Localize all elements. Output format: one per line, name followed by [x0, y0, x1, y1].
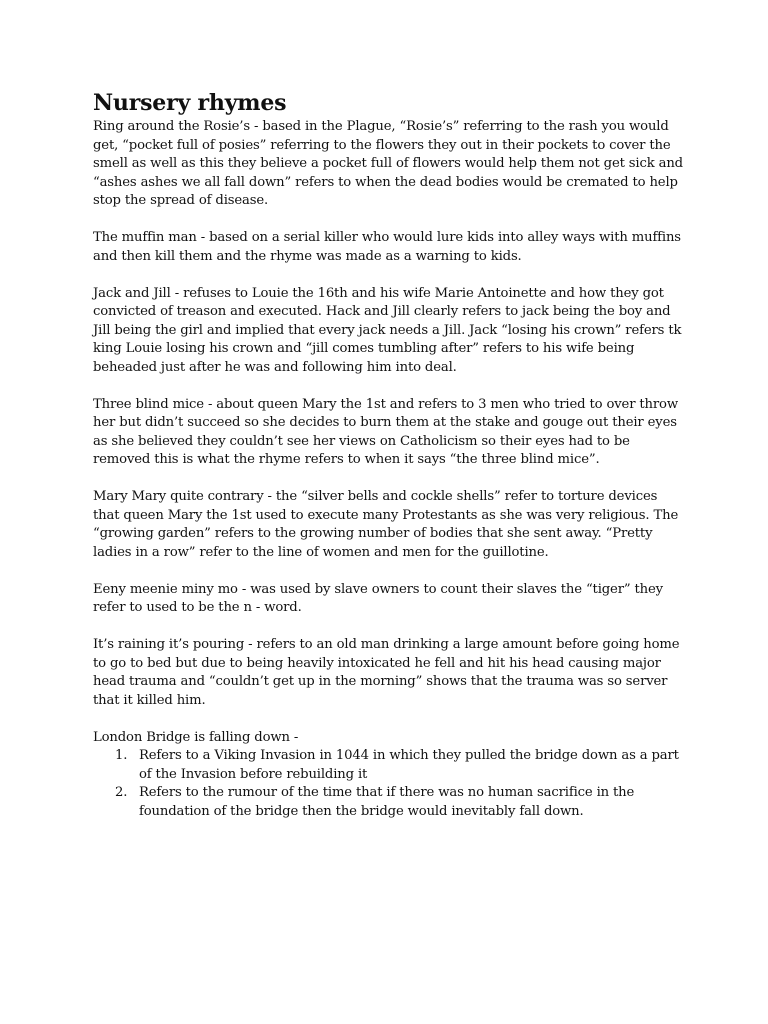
- paragraph-ring-around-the-rosie: Ring around the Rosie’s - based in the Plague, “Rosie’s” referring to the rash you would get, “pocket full of posies” referring to the flowers they out in their pockets to cover the smell as well as this they believe a pocket full of flowers would help them not get sick and “ashes ashes we all fall down” refers to when the dead bodies would be cremated to help stop the spread of disease.: [93, 119, 683, 208]
- list-item: [93, 747, 685, 784]
- paragraph-three-blind-mice: Three blind mice - about queen Mary the 1st and refers to 3 men who tried to over throw her but didn’t succeed so she decides to burn them at the stake and gouge out their eyes as she believed they couldn’t see her views on Catholicism so their eyes had to be removed this is what the rhyme refers to when it says “the three blind mice”.: [93, 396, 678, 467]
- paragraph-its-raining: It’s raining it’s pouring - refers to an old man drinking a large amount before going home to go to bed but due to being heavily intoxicated he fell and hit his head causing major head trauma and “couldn’t get up in the morning” shows that the trauma was so server that it killed him.: [93, 637, 680, 708]
- london-bridge-list: [93, 747, 685, 821]
- list-item: [93, 784, 685, 821]
- document-title: Nursery rhymes: [93, 90, 287, 116]
- paragraph-mary-mary: Mary Mary quite contrary - the “silver bells and cockle shells” refer to torture devices that queen Mary the 1st used to execute many Protestants as she was very religious. The “growing garden” refers to the growing number of bodies that she sent away. “Pretty ladies in a row” refer to the line of women and men for the guillotine.: [93, 489, 679, 560]
- paragraph-jack-and-jill: Jack and Jill - refuses to Louie the 16th and his wife Marie Antoinette and how they got convicted of treason and executed. Hack and Jill clearly refers to jack being the boy and Jill being the girl and implied that every jack needs a Jill. Jack “losing his crown” refers tk king Louie losing his crown and “jill comes tumbling after” refers to his wife being beheaded just after he was and following him into deal.: [93, 285, 682, 375]
- list-item-text: Refers to the rumour of the time that if there was no human sacrifice in the foundation of the bridge then the bridge would inevitably fall down.: [139, 785, 635, 819]
- list-heading-london-bridge: London Bridge is falling down -: [93, 729, 299, 745]
- paragraph-eeny-meenie: Eeny meenie miny mo - was used by slave owners to count their slaves the “tiger” they refer to used to be the n - word.: [93, 581, 663, 615]
- document-page: [93, 88, 685, 821]
- paragraph-muffin-man: The muffin man - based on a serial killer who would lure kids into alley ways with muffins and then kill them and the rhyme was made as a warning to kids.: [93, 230, 681, 264]
- list-item-number: 1.: [115, 748, 128, 763]
- list-item-text: Refers to a Viking Invasion in 1044 in which they pulled the bridge down as a part of the Invasion before rebuilding it: [139, 748, 679, 782]
- list-item-number: 2.: [115, 785, 128, 800]
